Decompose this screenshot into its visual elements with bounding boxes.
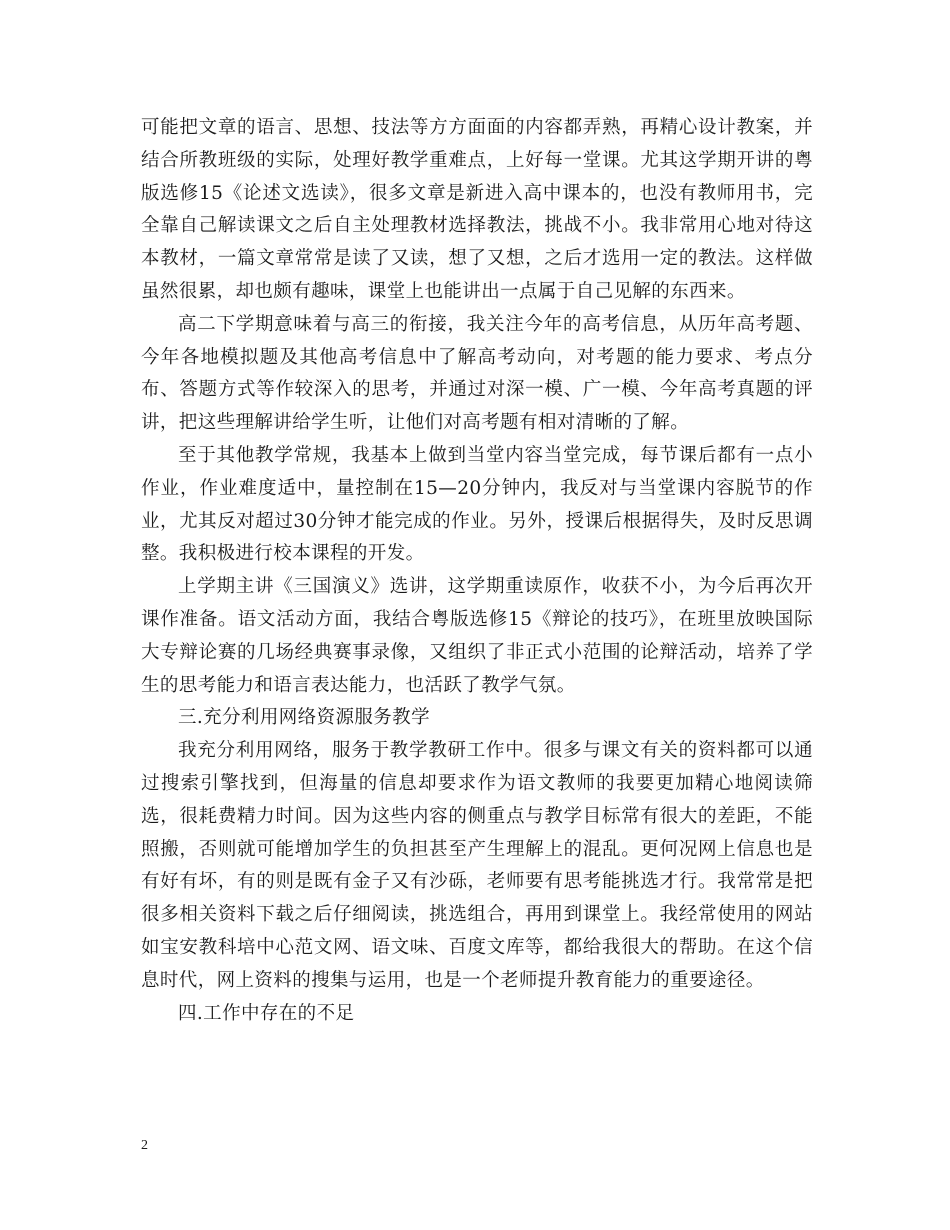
section-heading-4: 四.工作中存在的不足	[178, 1002, 355, 1024]
paragraph-1: 可能把文章的语言、思想、技法等方方面面的内容都弄熟，再精心设计教案，并结合所教班级的实际，处理好教学重难点，上好每一堂课。尤其这学期开讲的粤版选修15《论述文选读》，很多文章是新进入高中课本的，也没有教师用书，完全靠自己解读课文之后自主处理教材选择教法，挑战不小。我非常用心地对待这本教材，一篇文章常常是读了又读，想了又想，之后才选用一定的教法。这样做虽然很累，却也颇有趣味，课堂上也能讲出一点属于自己见解的东西来。	[141, 117, 813, 302]
document-body	[141, 112, 813, 1030]
paragraph-5: 我充分利用网络，服务于教学教研工作中。很多与课文有关的资料都可以通过搜索引擎找到，但海量的信息却要求作为语文教师的我要更加精心地阅读筛选，很耗费精力时间。因为这些内容的侧重点与教学目标常有很大的差距，不能照搬，否则就可能增加学生的负担甚至产生理解上的混乱。更何况网上信息也是有好有坏，有的则是既有金子又有沙砾，老师要有思考能挑选才行。我常常是把很多相关资料下载之后仔细阅读，挑选组合，再用到课堂上。我经常使用的网站如宝安教科培中心范文网、语文味、百度文库等，都给我很大的帮助。在这个信息时代，网上资料的搜集与运用，也是一个老师提升教育能力的重要途径。	[141, 740, 813, 991]
section-heading-3: 三.充分利用网络资源服务教学	[178, 707, 430, 729]
paragraph-2: 高二下学期意味着与高三的衔接，我关注今年的高考信息，从历年高考题、今年各地模拟题及其他高考信息中了解高考动向，对考题的能力要求、考点分布、答题方式等作较深入的思考，并通过对深一模、广一模、今年高考真题的评讲，把这些理解讲给学生听，让他们对高考题有相对清晰的了解。	[141, 313, 813, 434]
paragraph-3: 至于其他教学常规，我基本上做到当堂内容当堂完成，每节课后都有一点小作业，作业难度适中，量控制在15—20分钟内，我反对与当堂课内容脱节的作业，尤其反对超过30分钟才能完成的作业。另外，授课后根据得失，及时反思调整。我积极进行校本课程的开发。	[141, 444, 813, 565]
page-number: 2	[141, 1138, 148, 1153]
paragraph-4: 上学期主讲《三国演义》选讲，这学期重读原作，收获不小，为今后再次开课作准备。语文活动方面，我结合粤版选修15《辩论的技巧》，在班里放映国际大专辩论赛的几场经典赛事录像，又组织了非正式小范围的论辩活动，培养了学生的思考能力和语言表达能力，也活跃了教学气氛。	[141, 576, 813, 696]
